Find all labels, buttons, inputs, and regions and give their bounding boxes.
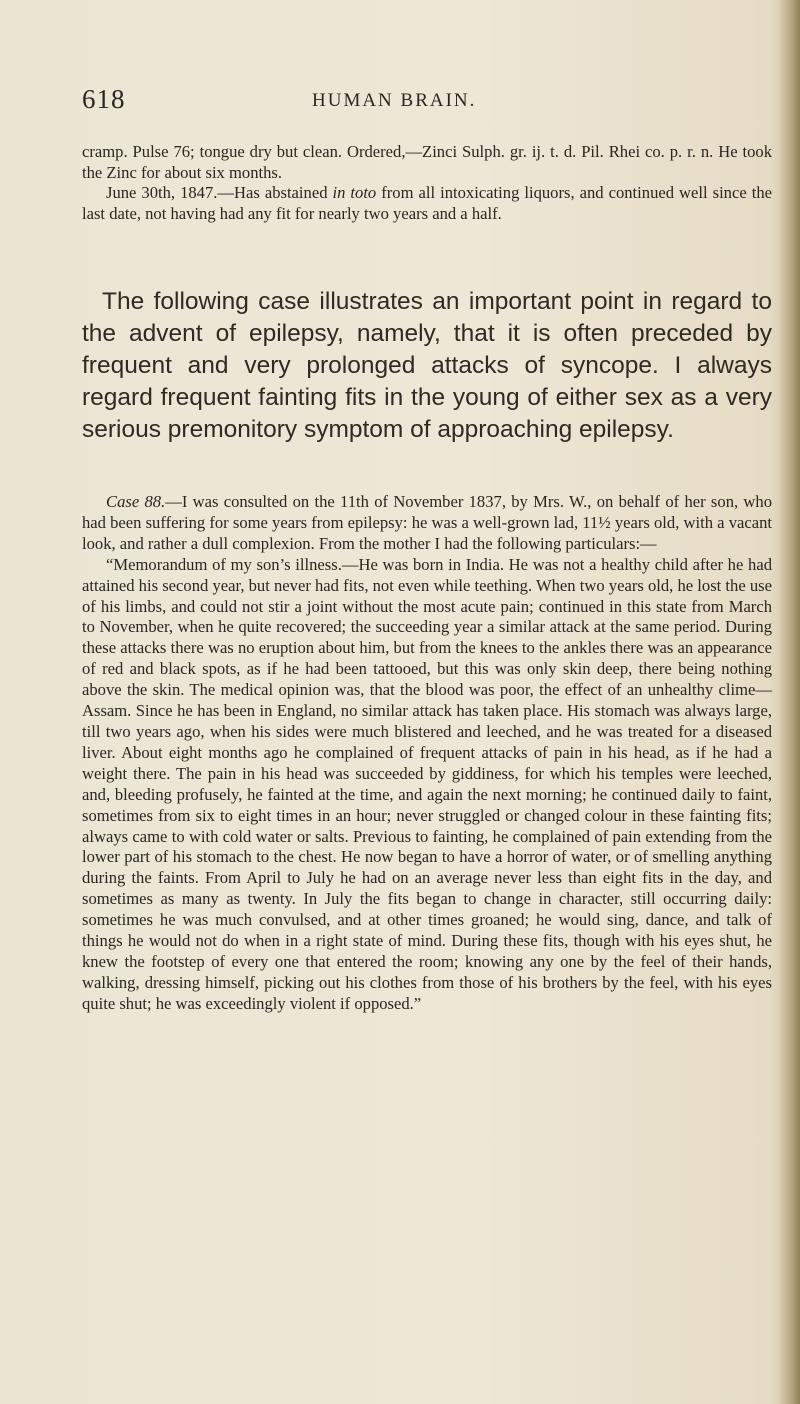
case-intro-text: —I was consulted on the 11th of November 1837, by Mrs. W., on behalf of her son, who had been suffering for some years from epilepsy: he was a well-grown lad, 11½ years old, with a vacant look, and rather a dull complexion. From the mother I had the following particulars:— (82, 492, 772, 553)
continuation-text (82, 142, 772, 224)
page-edge-shadow (778, 0, 800, 1404)
continuation-paragraph: cramp. Pulse 76; tongue dry but clean. Ordered,—Zinci Sulph. gr. ij. t. d. Pil. Rhei co. p. r. n. He took the Zinc for about six months. (82, 142, 772, 182)
follow-up-date-text: June 30th, 1847.—Has abstained (106, 183, 333, 203)
memorandum-paragraph: “Memorandum of my son’s illness.—He was born in India. He was not a healthy child after he had attained his second year, but never had fits, not even while teething. When two years old, he lost the use of his limbs, and could not stir a joint without the most acute pain; continued in this state from March to November, when he quite recovered; the succeeding year a similar attack at the same period. During these attacks there was no eruption about him, but from the knees to the ankles there was an appearance of red and black spots, as if he had been tattooed, but this was only skin deep, there being nothing above the skin. The medical opinion was, that the blood was poor, the effect of an unhealthy clime—Assam. Since he has been in England, no similar attack has taken place. His stomach was always large, till two years ago, when his sides were much blistered and leeched, and he was treated for a diseased liver. About eight months ago he complained of frequent attacks of pain in his head, as if he had a weight there. The pain in his head was succeeded by giddiness, for which his temples were leeched, and, bleeding profusely, he fainted at the time, and again the next morning; he continued daily to faint, sometimes from six to eight times in an hour; never struggled or changed colour in these fainting fits; always came to with cold water or salts. Previous to fainting, he complained of pain extending from the lower part of his stomach to the chest. He now began to have a horror of water, or of smelling anything during the faints. From April to July he had on an average never less than eight fits in the day, and sometimes as many as twenty. In July the fits began to change in character, still occurring daily: sometimes he was much convulsed, and at other times groaned; he would sing, dance, and talk of things he would not do when in a right state of mind. During these fits, though with his eyes shut, he knew the footstep of every one that entered the room; knowing any one by the feel of their hands, walking, dressing himself, picking out his clothes from those of his brothers by the feel, with his eyes quite shut; he was exceedingly violent if opposed.” (82, 554, 772, 1013)
in-toto-italic: in toto (332, 183, 377, 203)
running-head: HUMAN BRAIN. (312, 90, 477, 111)
lead-paragraph (82, 286, 772, 446)
case-88 (82, 492, 772, 1015)
case-intro-paragraph (82, 492, 772, 555)
page-number: 618 (82, 84, 126, 114)
page-header (82, 84, 772, 118)
lead-paragraph-text: The following case illustrates an important point in regard to the advent of epilepsy, namely, that it is often preceded by frequent and very prolonged attacks of syncope. I always regard frequent fainting fits in the young of either sex as a very serious premonitory symptom of approaching epilepsy. (82, 288, 772, 443)
follow-up-rest: from all intoxicating liquors, and continued well since the last date, not having had any fit for nearly two years and a half. (82, 183, 772, 223)
follow-up-paragraph (82, 183, 772, 224)
case-label: Case 88. (106, 492, 166, 511)
